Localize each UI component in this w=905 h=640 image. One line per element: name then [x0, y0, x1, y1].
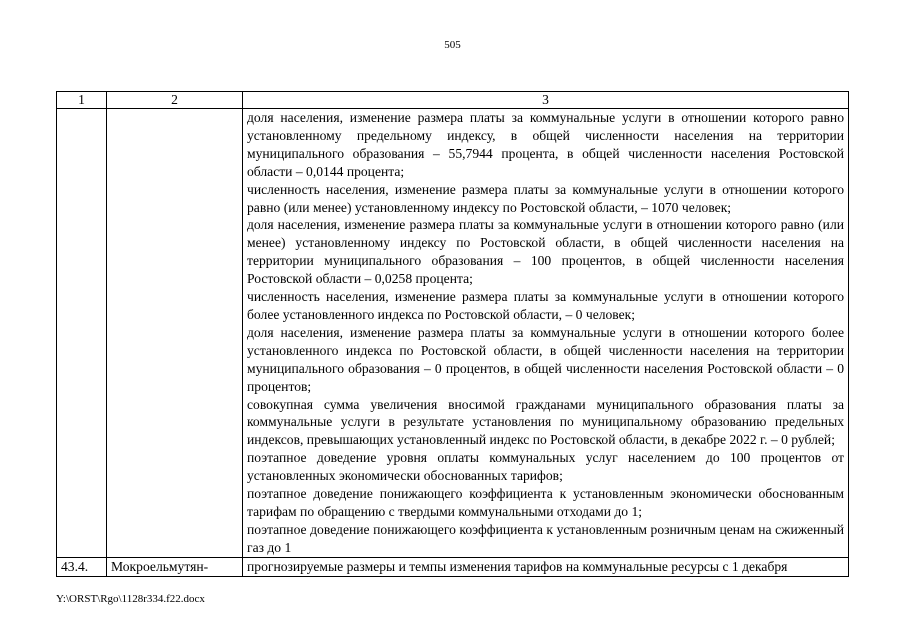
column-header-1: 1: [57, 92, 107, 109]
table-row-43-4: [57, 557, 849, 576]
column-header-3: 3: [243, 92, 849, 109]
row-number-cell: [57, 109, 107, 558]
paragraph: доля населения, изменение размера платы за коммунальные услуги в отношении которого равно установленному предельному индексу, в общей численности населения на территории муниципального образования – 55,7944 процента, в общей численности населения Ростовской области – 0,0144 процента;: [247, 110, 844, 179]
paragraph: поэтапное доведение понижающего коэффициента к установленным розничным ценам на сжиженный газ до 1: [247, 521, 844, 555]
paragraph: численность населения, изменение размера платы за коммунальные услуги в отношении которого более установленного индекса по Ростовской области, – 0 человек;: [247, 289, 844, 322]
row-text-cell: прогнозируемые размеры и темпы изменения тарифов на коммунальные ресурсы с 1 декабря: [243, 557, 849, 576]
table-row-continuation: [57, 109, 849, 558]
document-table: [56, 91, 849, 577]
row-number-cell: 43.4.: [57, 557, 107, 576]
row-municipality-cell: [107, 109, 243, 558]
footer-file-path: Y:\ORST\Rgo\1128r334.f22.docx: [56, 593, 205, 605]
row-municipality-cell: Мокроельмутян-: [107, 557, 243, 576]
paragraph: совокупная сумма увеличения вносимой гражданами муниципального образования платы за коммунальные услуги в результате установления по муниципальному образованию предельных индексов, превышающих установленный индекс по Ростовской области, в декабре 2022 г. – 0 рублей;: [247, 396, 844, 448]
row-text-cell: [243, 109, 849, 558]
paragraph: численность населения, изменение размера платы за коммунальные услуги в отношении которого равно (или менее) установленному индексу по Ростовской области, – 1070 человек;: [247, 181, 844, 215]
column-header-2: 2: [107, 92, 243, 109]
page-number: 505: [444, 39, 461, 51]
paragraph: поэтапное доведение понижающего коэффициента к установленным экономически обоснованным тарифам по обращению с твердыми коммунальными отходами до 1;: [247, 486, 844, 519]
paragraph: доля населения, изменение размера платы за коммунальные услуги в отношении которого более установленного индекса по Ростовской области, в общей численности населения на территории муниципального образования – 0 процентов, в общей численности населения Ростовской области – 0 процентов;: [247, 324, 844, 394]
paragraph: поэтапное доведение уровня оплаты коммунальных услуг населением до 100 процентов от установленных экономически обоснованных тарифов;: [247, 450, 844, 484]
paragraph: доля населения, изменение размера платы за коммунальные услуги в отношении которого равно (или менее) установленному индексу по Ростовской области, в общей численности населения на территории муниципального образования – 100 процентов, в общей численности населения Ростовской области – 0,0258 процента;: [247, 217, 844, 287]
table-header-row: [57, 92, 849, 109]
